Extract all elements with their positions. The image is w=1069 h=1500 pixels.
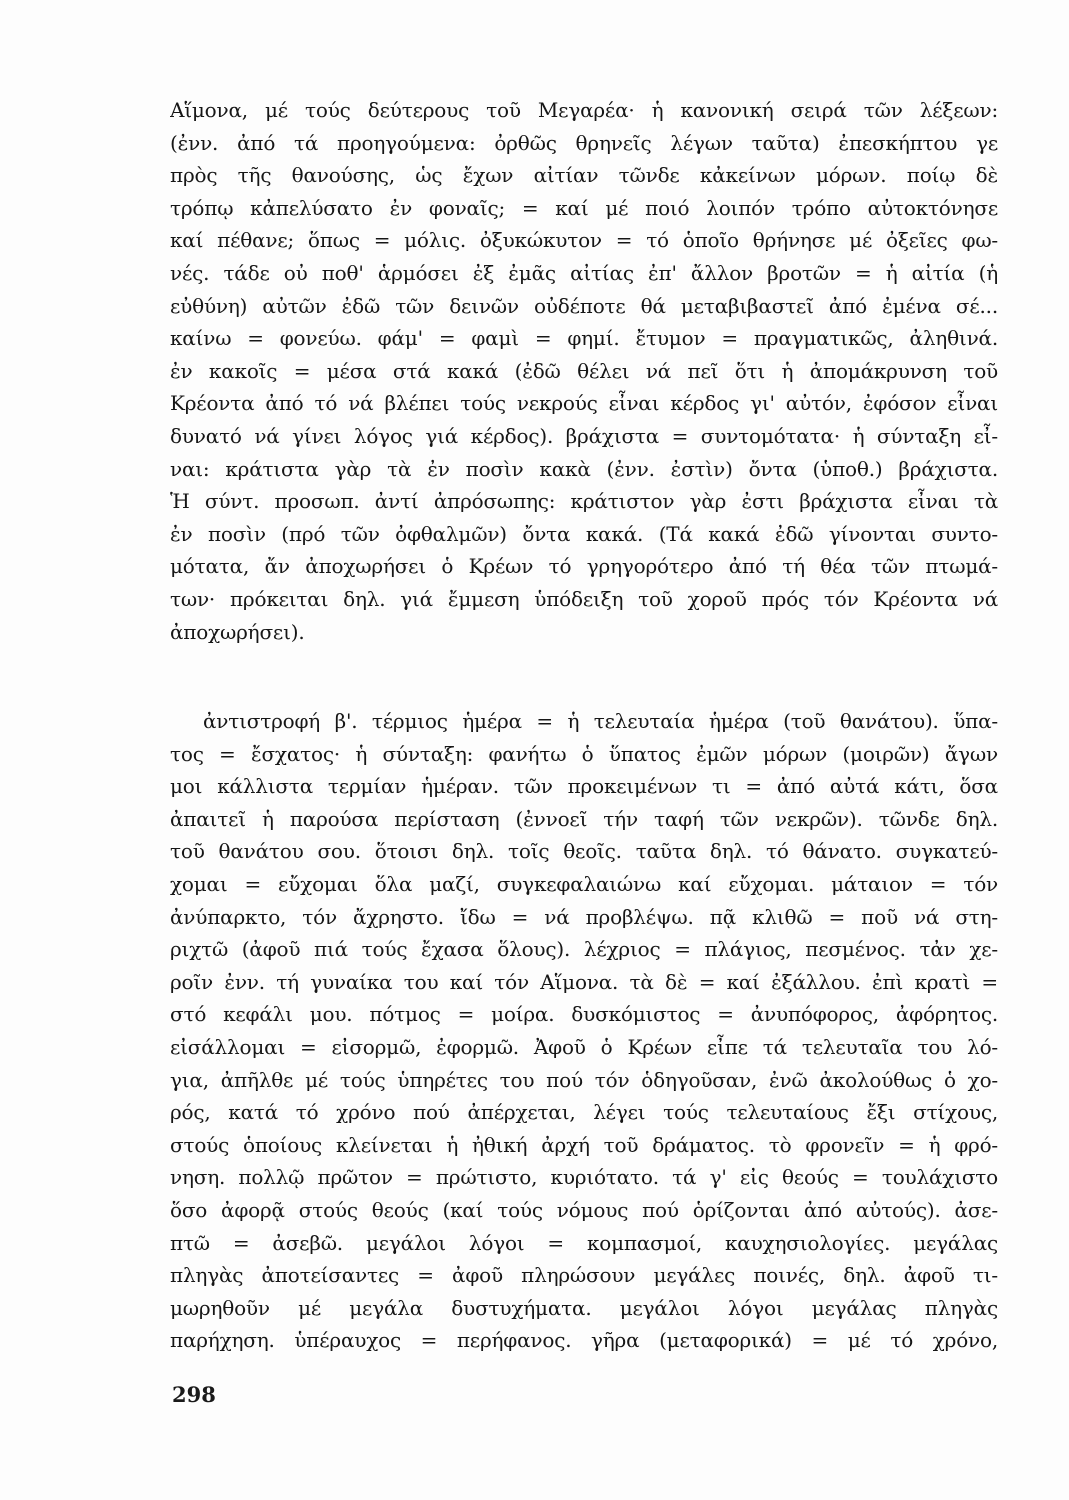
commentary-paragraph-1 (170, 94, 998, 648)
text-line: Κρέοντα ἀπό τό νά βλέπει τούς νεκρούς εἶναι κέρδος γι' αὐτόν, ἐφόσον εἶναι (170, 391, 998, 416)
text-line: ἐν κακοῖς = μέσα στά κακά (ἐδῶ θέλει νά πεῖ ὅτι ἡ ἀπομάκρυνση τοῦ (170, 358, 998, 383)
text-line: ρός, κατά τό χρόνο πού ἀπέρχεται, λέγει τούς τελευταίους ἔξι στίχους, (170, 1100, 998, 1125)
page-number: 298 (172, 1382, 216, 1407)
text-line: ἀποχωρήσει). (170, 619, 305, 644)
text-line: καί πέθανε; ὅπως = μόλις. ὀξυκώκυτον = τό ὁποῖο θρήνησε μέ ὀξεῖες φω- (170, 228, 998, 253)
text-line: πρὸς τῆς θανούσης, ὡς ἔχων αἰτίαν τῶνδε κἀκείνων μόρων. ποίῳ δὲ (170, 163, 998, 188)
text-line: μοι κάλλιστα τερμίαν ἡμέραν. τῶν προκειμένων τι = ἀπό αὐτά κάτι, ὅσα (170, 774, 998, 799)
text-line: ἀνύπαρκτο, τόν ἄχρηστο. ἴδω = νά προβλέψω. πᾷ κλιθῶ = ποῦ νά στη- (170, 904, 998, 929)
text-line: Αἵμονα, μέ τούς δεύτερους τοῦ Μεγαρέα· ἡ κανονική σειρά τῶν λέξεων: (170, 98, 998, 122)
text-line: μωρηθοῦν μέ μεγάλα δυστυχήματα. μεγάλοι λόγοι μεγάλας πληγὰς (170, 1295, 998, 1320)
text-line: τρόπῳ κἀπελύσατο ἐν φοναῖς; = καί μέ ποιό λοιπόν τρόπο αὐτοκτόνησε (170, 195, 998, 220)
text-line: χομαι = εὔχομαι ὅλα μαζί, συγκεφαλαιώνω καί εὔχομαι. μάταιον = τόν (170, 871, 998, 896)
text-line: ριχτῶ (ἀφοῦ πιά τούς ἔχασα ὅλους). λέχριος = πλάγιος, πεσμένος. τἀν χε- (170, 937, 998, 962)
text-line: καίνω = φονεύω. φάμ' = φαμὶ = φημί. ἔτυμον = πραγματικῶς, ἀληθινά. (170, 326, 998, 351)
text-line: νηση. πολλῷ πρῶτον = πρώτιστο, κυριότατο. τά γ' εἰς θεούς = τουλάχιστο (170, 1165, 998, 1190)
text-line: πτῶ = ἀσεβῶ. μεγάλοι λόγοι = κομπασμοί, καυχησιολογίες. μεγάλας (170, 1230, 998, 1255)
text-line: Ἡ σύντ. προσωπ. ἀντί ἀπρόσωπης: κράτιστον γὰρ ἐστι βράχιστα εἶναι τὰ (170, 489, 998, 514)
text-line: ἀντιστροφή β'. τέρμιος ἡμέρα = ἡ τελευταία ἡμέρα (τοῦ θανάτου). ὕπα- (203, 709, 998, 733)
text-line: ἀπαιτεῖ ἡ παρούσα περίσταση (ἐννοεῖ τήν ταφή τῶν νεκρῶν). τῶνδε δηλ. (170, 806, 998, 831)
text-line: ὅσο ἀφορᾷ στούς θεούς (καί τούς νόμους πού ὁρίζονται ἀπό αὐτούς). ἀσε- (170, 1197, 998, 1222)
text-line: ναι: κράτιστα γὰρ τὰ ἐν ποσὶν κακὰ (ἐνν. ἐστὶν) ὄντα (ὑποθ.) βράχιστα. (170, 456, 998, 481)
text-line: για, ἀπῆλθε μέ τούς ὑπηρέτες του πού τόν ὁδηγοῦσαν, ἐνῶ ἀκολούθως ὁ χο- (170, 1067, 998, 1092)
text-line: στούς ὁποίους κλείνεται ἡ ἠθική ἀρχή τοῦ δράματος. τὸ φρονεῖν = ἡ φρό- (170, 1132, 998, 1157)
text-line: στό κεφάλι μου. πότμος = μοίρα. δυσκόμιστος = ἀνυπόφορος, ἀφόρητος. (170, 1002, 998, 1027)
text-line: τος = ἔσχατος· ἡ σύνταξη: φανήτω ὁ ὕπατος ἐμῶν μόρων (μοιρῶν) ἄγων (170, 741, 998, 766)
text-line: παρήχηση. ὑπέραυχος = περήφανος. γῆρα (μεταφορικά) = μέ τό χρόνο, (170, 1328, 998, 1353)
text-line: πληγὰς ἀποτείσαντες = ἀφοῦ πληρώσουν μεγάλες ποινές, δηλ. ἀφοῦ τι- (170, 1263, 998, 1288)
text-line: εἰσάλλομαι = εἰσορμῶ, ἐφορμῶ. Ἀφοῦ ὁ Κρέων εἶπε τά τελευταῖα του λό- (170, 1034, 998, 1059)
text-line: εὐθύνη) αὐτῶν ἐδῶ τῶν δεινῶν οὐδέποτε θά μεταβιβαστεῖ ἀπό ἐμένα σέ... (170, 293, 998, 318)
text-line: νές. τάδε οὐ ποθ' ἁρμόσει ἐξ ἐμᾶς αἰτίας ἐπ' ἄλλον βροτῶν = ἡ αἰτία (ἡ (170, 260, 998, 285)
text-line: (ἐνν. ἀπό τά προηγούμενα: ὀρθῶς θρηνεῖς λέγων ταῦτα) ἐπεσκήπτου γε (170, 130, 998, 155)
text-line: ροῖν ἐνν. τή γυναίκα του καί τόν Αἵμονα. τὰ δὲ = καί ἐξάλλου. ἐπὶ κρατὶ = (170, 969, 998, 994)
text-line: μότατα, ἄν ἀποχωρήσει ὁ Κρέων τό γρηγορότερο ἀπό τή θέα τῶν πτωμά- (170, 554, 998, 579)
text-line: τοῦ θανάτου σου. ὅτοισι δηλ. τοῖς θεοῖς. ταῦτα δηλ. τό θάνατο. συγκατεύ- (170, 839, 998, 864)
text-line: ἐν ποσὶν (πρό τῶν ὀφθαλμῶν) ὄντα κακά. (Τά κακά ἐδῶ γίνονται συντο- (170, 521, 998, 546)
text-line: δυνατό νά γίνει λόγος γιά κέρδος). βράχιστα = συντομότατα· ἡ σύνταξη εἶ- (170, 423, 998, 448)
commentary-paragraph-2 (170, 705, 998, 1357)
text-line: των· πρόκειται δηλ. γιά ἔμμεση ὑπόδειξη τοῦ χοροῦ πρός τόν Κρέοντα νά (170, 586, 998, 611)
